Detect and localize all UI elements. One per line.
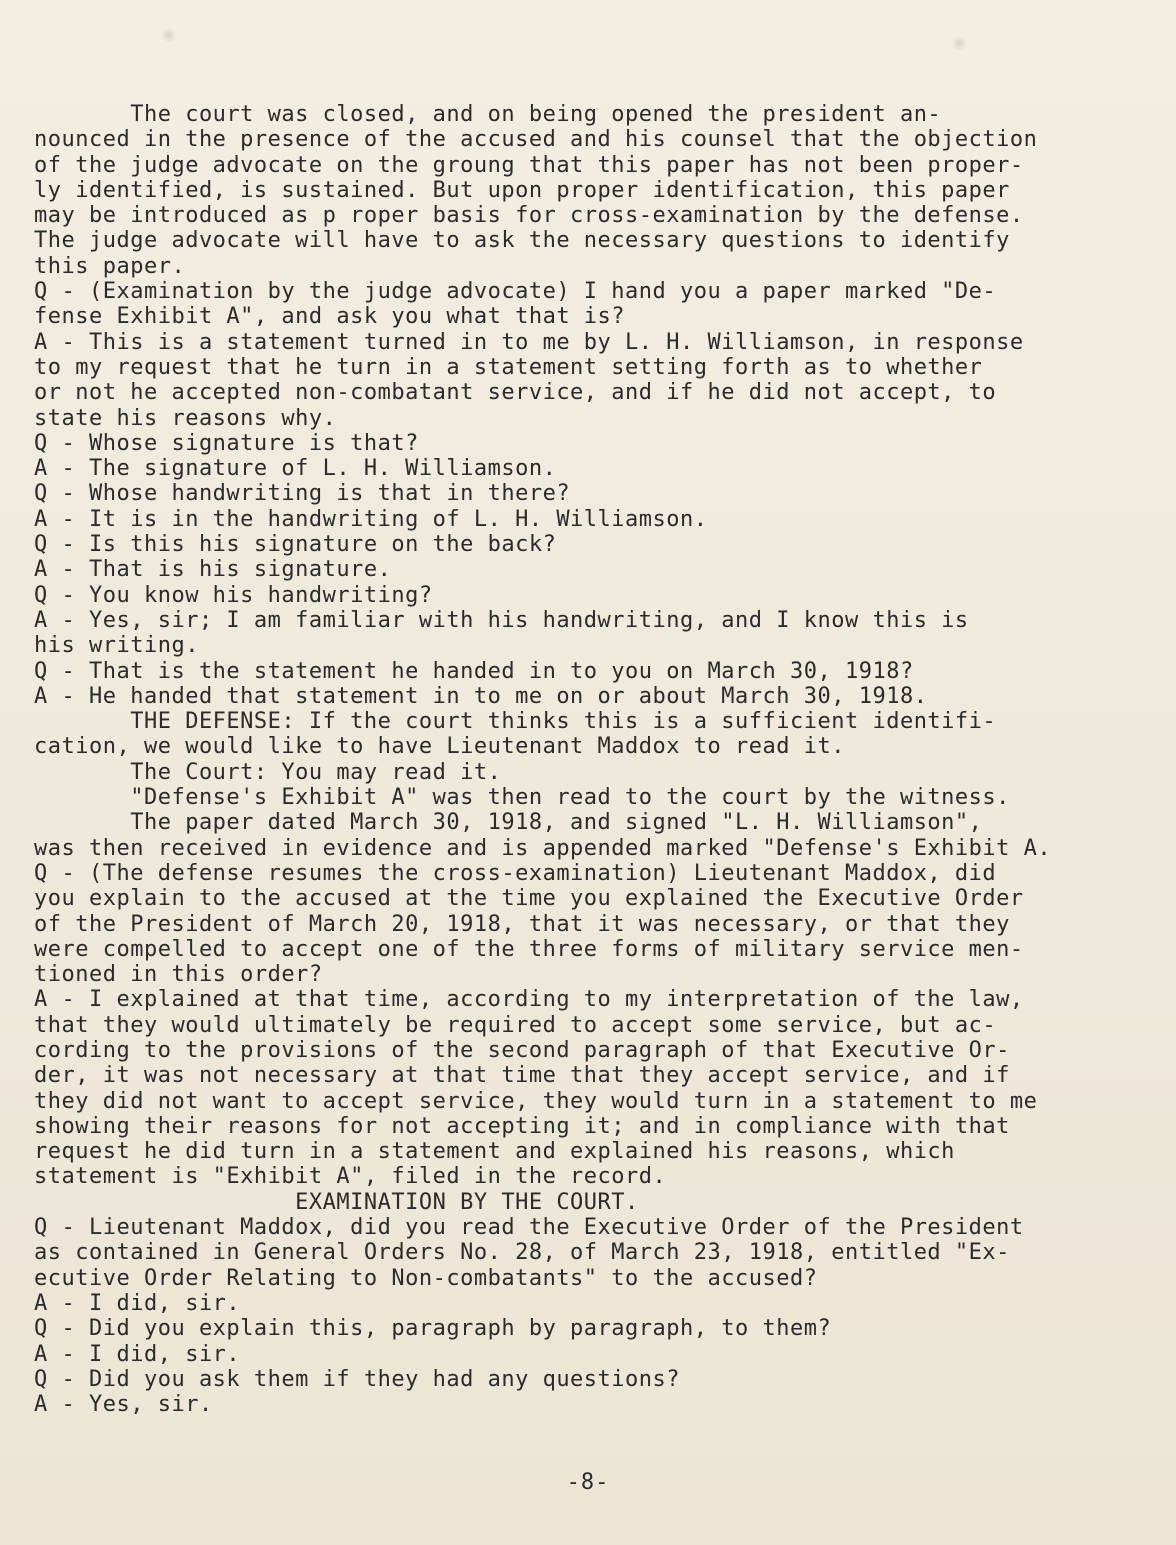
text-line: of the judge advocate on the groung that this paper has not been proper- <box>34 152 1024 178</box>
text-line: A - I did, sir. <box>34 1290 241 1316</box>
text-line: THE DEFENSE: If the court thinks this is a sufficient identifi- <box>34 709 997 735</box>
text-line: cation, we would like to have Lieutenant Maddox to read it. <box>34 734 845 760</box>
text-line: request he did turn in a statement and explained his reasons, which <box>34 1139 955 1165</box>
text-line: his writing. <box>34 633 199 659</box>
testimony-text <box>34 102 1144 1417</box>
text-line: The judge advocate will have to ask the necessary questions to identify <box>34 228 1010 254</box>
text-line: A - He handed that statement in to me on or about March 30, 1918. <box>34 683 928 709</box>
text-line: Q - Did you ask them if they had any questions? <box>34 1366 681 1392</box>
page-number: -8- <box>566 1470 610 1495</box>
text-line: A - Yes, sir; I am familiar with his handwriting, and I know this is <box>34 607 969 633</box>
text-line: or not he accepted non-combatant service, and if he did not accept, to <box>34 380 997 406</box>
text-line: Q - You know his handwriting? <box>34 582 433 608</box>
text-line: statement is "Exhibit A", filed in the record. <box>34 1164 667 1190</box>
text-line: The paper dated March 30, 1918, and signed "L. H. Williamson", <box>34 810 983 836</box>
paper-blemish <box>160 28 178 42</box>
text-line: ly identified, is sustained. But upon proper identification, this paper <box>34 177 1010 203</box>
text-line: Q - (The defense resumes the cross-examination) Lieutenant Maddox, did <box>34 860 997 886</box>
paper-blemish <box>950 36 968 50</box>
text-line: as contained in General Orders No. 28, of March 23, 1918, entitled "Ex- <box>34 1240 1010 1266</box>
text-line: Q - Whose signature is that? <box>34 430 419 456</box>
text-line: Q - Did you explain this, paragraph by paragraph, to them? <box>34 1316 832 1342</box>
text-line: A - Yes, sir. <box>34 1392 213 1418</box>
text-line: was then received in evidence and is appended marked "Defense's Exhibit A. <box>34 835 1052 861</box>
text-line: that they would ultimately be required to accept some service, but ac- <box>34 1012 997 1038</box>
text-line: Q - That is the statement he handed in to you on March 30, 1918? <box>34 658 914 684</box>
text-line: Q - Lieutenant Maddox, did you read the Executive Order of the President <box>34 1215 1024 1241</box>
text-line: Q - Is this his signature on the back? <box>34 532 557 558</box>
text-line: der, it was not necessary at that time that they accept service, and if <box>34 1063 1010 1089</box>
text-line: A - That is his signature. <box>34 557 392 583</box>
text-line: state his reasons why. <box>34 405 337 431</box>
text-line: Q - Whose handwriting is that in there? <box>34 481 571 507</box>
text-line: nounced in the presence of the accused and his counsel that the objection <box>34 127 1038 153</box>
text-line: Q - (Examination by the judge advocate) I hand you a paper marked "De- <box>34 279 997 305</box>
text-line: showing their reasons for not accepting it; and in compliance with that <box>34 1113 1010 1139</box>
text-line: cording to the provisions of the second paragraph of that Executive Or- <box>34 1037 1010 1063</box>
text-line: tioned in this order? <box>34 962 323 988</box>
text-line: may be introduced as p roper basis for cross-examination by the defense. <box>34 203 1024 229</box>
text-line: The Court: You may read it. <box>34 759 502 785</box>
text-line: A - This is a statement turned in to me by L. H. Williamson, in response <box>34 329 1024 355</box>
text-line: they did not want to accept service, they would turn in a statement to me <box>34 1088 1038 1114</box>
text-line: The court was closed, and on being opened the president an- <box>34 102 942 127</box>
section-heading: EXAMINATION BY THE COURT. <box>34 1189 639 1215</box>
text-line: you explain to the accused at the time you explained the Executive Order <box>34 886 1024 912</box>
text-line: fense Exhibit A", and ask you what that is? <box>34 304 626 330</box>
text-line: A - It is in the handwriting of L. H. Williamson. <box>34 506 708 532</box>
text-line: to my request that he turn in a statement setting forth as to whether <box>34 354 983 380</box>
text-line: A - I did, sir. <box>34 1341 241 1367</box>
text-line: ecutive Order Relating to Non-combatants" to the accused? <box>34 1265 818 1291</box>
text-line: "Defense's Exhibit A" was then read to the court by the witness. <box>34 785 1010 811</box>
text-line: were compelled to accept one of the three forms of military service men- <box>34 936 1024 962</box>
text-line: A - The signature of L. H. Williamson. <box>34 456 557 482</box>
text-line: A - I explained at that time, according to my interpretation of the law, <box>34 987 1024 1013</box>
text-line: of the President of March 20, 1918, that it was necessary, or that they <box>34 911 1010 937</box>
text-line: this paper. <box>34 253 186 279</box>
